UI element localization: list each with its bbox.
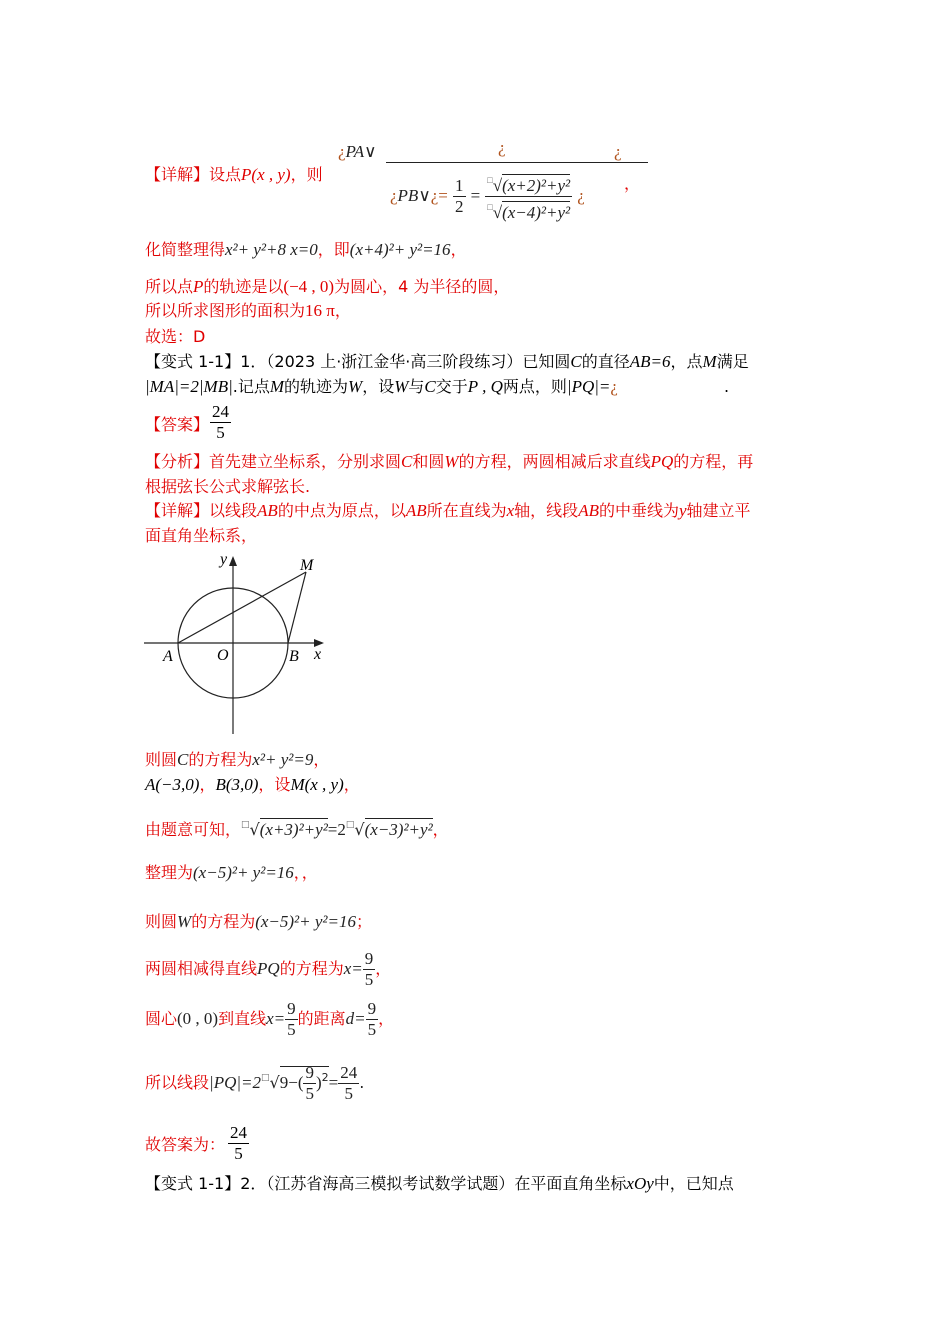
circle-diagram: [140, 548, 340, 740]
detail2-line2: 面直角坐标系，: [145, 526, 258, 545]
final-answer: 故答案为：: [145, 1135, 226, 1154]
label-b: B: [289, 648, 299, 665]
label-a: A: [163, 648, 173, 665]
variant2-line: 【变式 1-1】2．（江苏省海高三模拟考试数学试题）在平面直角坐标xOy中，已知点: [145, 1174, 734, 1193]
detail-line-1: 【详解】设点P(x , y)，则: [145, 165, 323, 184]
variant1-line1: 【变式 1-1】1．（2023 上·浙江金华·高三阶段练习）已知圆C的直径AB=6，点M满足: [145, 352, 749, 371]
point-p: P(x , y): [241, 165, 291, 184]
root-fraction: $\frac{^□√(x+2)^2+y^2}{^□√(x-4)^2+y^2}$: [485, 170, 572, 223]
condition-line: 由题意可知，□√(x+3)²+y²=2□√(x−3)²+y²，: [145, 820, 449, 839]
distance-line: 圆心(0 , 0)到直线x= $\frac{9}{5}$ 的距离d= $\frac{9}{5}$ ，: [145, 999, 395, 1039]
segment-bm: [288, 572, 306, 643]
simplify-line: 化简整理得x²+ y²+8 x=0，即(x+4)²+ y²=16，: [145, 240, 467, 259]
locus-line: 所以点P的轨迹是以(−4 , 0)为圆心，4 为半径的圆，: [145, 277, 510, 296]
analysis-line1: 【分析】首先建立坐标系，分别求圆C和圆W的方程，两圆相减后求直线PQ的方程，再: [145, 452, 754, 471]
circle-w-equation: 则圆W的方程为(x−5)²+ y²=16；: [145, 912, 372, 931]
y-axis-arrow: [229, 556, 237, 566]
area-line: 所以所求图形的面积为16 π，: [145, 301, 351, 320]
half-fraction: $\frac{1}{2}$: [455, 176, 464, 216]
answer-fraction: $\frac{24}{5}$: [212, 402, 229, 442]
variant1-line2: |MA|=2|MB|.记点M的轨迹为W，设W与C交于P , Q两点，则|PQ|=¿: [145, 377, 618, 396]
fraction-bar: [386, 162, 648, 163]
analysis-line2: 根据弦长公式求解弦长.: [145, 477, 311, 496]
label-m: M: [300, 557, 314, 574]
final-fraction: $\frac{24}{5}$: [230, 1123, 247, 1163]
coords-line: A(−3,0)，B(3,0)，设M(x , y)，: [145, 775, 360, 794]
detail2-line1: 【详解】以线段AB的中点为原点，以AB所在直线为x轴，线段AB的中垂线为y轴建立平: [145, 501, 751, 520]
label-x: x: [314, 646, 322, 663]
answer-tag: 【答案】: [145, 415, 210, 434]
line-pq-equation: 两圆相减得直线PQ的方程为x= $\frac{9}{5}$ ，: [145, 949, 392, 989]
choice-line: 故选：D: [145, 327, 206, 346]
label-y: y: [220, 551, 228, 568]
organize-line: 整理为(x−5)²+ y²=16，，: [145, 863, 318, 882]
detail-tag: 【详解】: [145, 165, 210, 184]
label-o: O: [217, 647, 229, 664]
chord-line: 所以线段|PQ|=2□√9−( $\frac{9}{5}$ )$^2$= $\frac{24}{5}$ .: [145, 1063, 365, 1103]
circle-c-equation: 则圆C的方程为x²+ y²=9，: [145, 750, 330, 769]
